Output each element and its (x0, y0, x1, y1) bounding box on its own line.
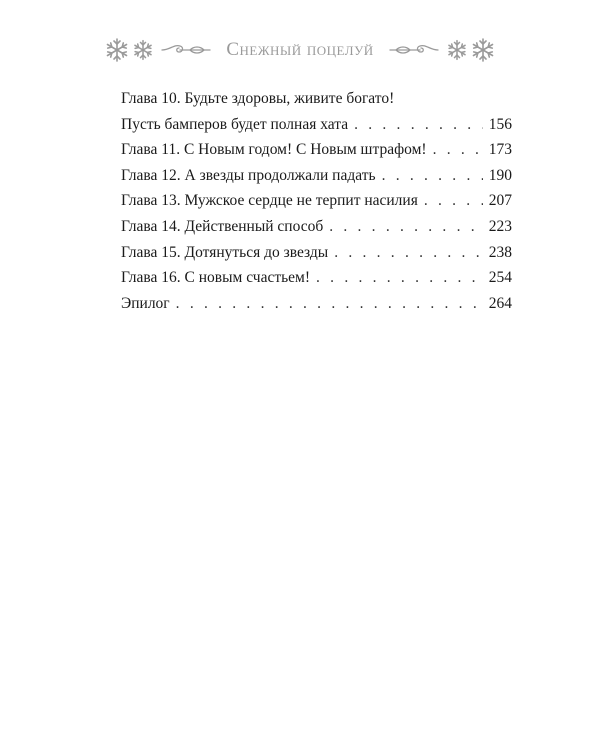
toc-entry-chapter-13[interactable] (121, 188, 512, 214)
dot-leader (334, 240, 483, 266)
dot-leader (176, 291, 483, 317)
toc-page-number: 238 (488, 243, 512, 261)
toc-entry-title: Глава 12. А звезды продолжали падать (121, 166, 376, 184)
toc-entry-title: Глава 13. Мужское сердце не терпит насилия (121, 192, 418, 210)
snowflake-icon (132, 39, 154, 61)
toc-entry-title: Глава 11. С Новым годом! С Новым штрафом! (121, 141, 427, 159)
toc-entry-epilogue[interactable] (121, 291, 512, 317)
toc-entry-title: Глава 14. Действенный способ (121, 217, 324, 235)
toc-entry-chapter-14[interactable] (121, 214, 512, 240)
toc-page-number: 173 (488, 141, 512, 159)
dot-leader (329, 214, 483, 240)
toc-page-number: 156 (488, 115, 512, 133)
toc-entry-title: Глава 15. Дотянуться до звезды (121, 243, 329, 261)
toc-page-number: 264 (488, 294, 512, 312)
toc-entry-chapter-10-cont[interactable] (121, 112, 512, 138)
snowflake-icon (470, 37, 496, 63)
snowflake-icon (446, 39, 468, 61)
dot-leader (354, 112, 483, 138)
dot-leader (433, 137, 483, 163)
dot-leader (382, 163, 483, 189)
toc-entry-title: Пусть бамперов будет полная хата (121, 115, 349, 133)
toc-entry-chapter-11[interactable] (121, 137, 512, 163)
snowflake-icon (104, 37, 130, 63)
table-of-contents (121, 86, 512, 316)
dot-leader (316, 265, 483, 291)
header-ornament-right (388, 37, 496, 63)
flourish-icon (160, 41, 212, 59)
dot-leader (424, 188, 483, 214)
toc-entry-chapter-10[interactable] (121, 86, 512, 112)
running-header (0, 30, 600, 70)
header-title: Снежный поцелуй (226, 39, 374, 60)
header-ornament-left (104, 37, 212, 63)
flourish-icon (388, 41, 440, 59)
toc-entry-chapter-16[interactable] (121, 265, 512, 291)
toc-entry-chapter-12[interactable] (121, 163, 512, 189)
toc-entry-title: Эпилог (121, 294, 170, 312)
toc-page-number: 207 (488, 192, 512, 210)
toc-page-number: 190 (488, 166, 512, 184)
toc-page-number: 254 (488, 269, 512, 287)
toc-page-number: 223 (488, 217, 512, 235)
toc-entry-title: Глава 10. Будьте здоровы, живите богато! (121, 90, 395, 107)
toc-entry-chapter-15[interactable] (121, 240, 512, 266)
toc-entry-title: Глава 16. С новым счастьем! (121, 269, 311, 287)
